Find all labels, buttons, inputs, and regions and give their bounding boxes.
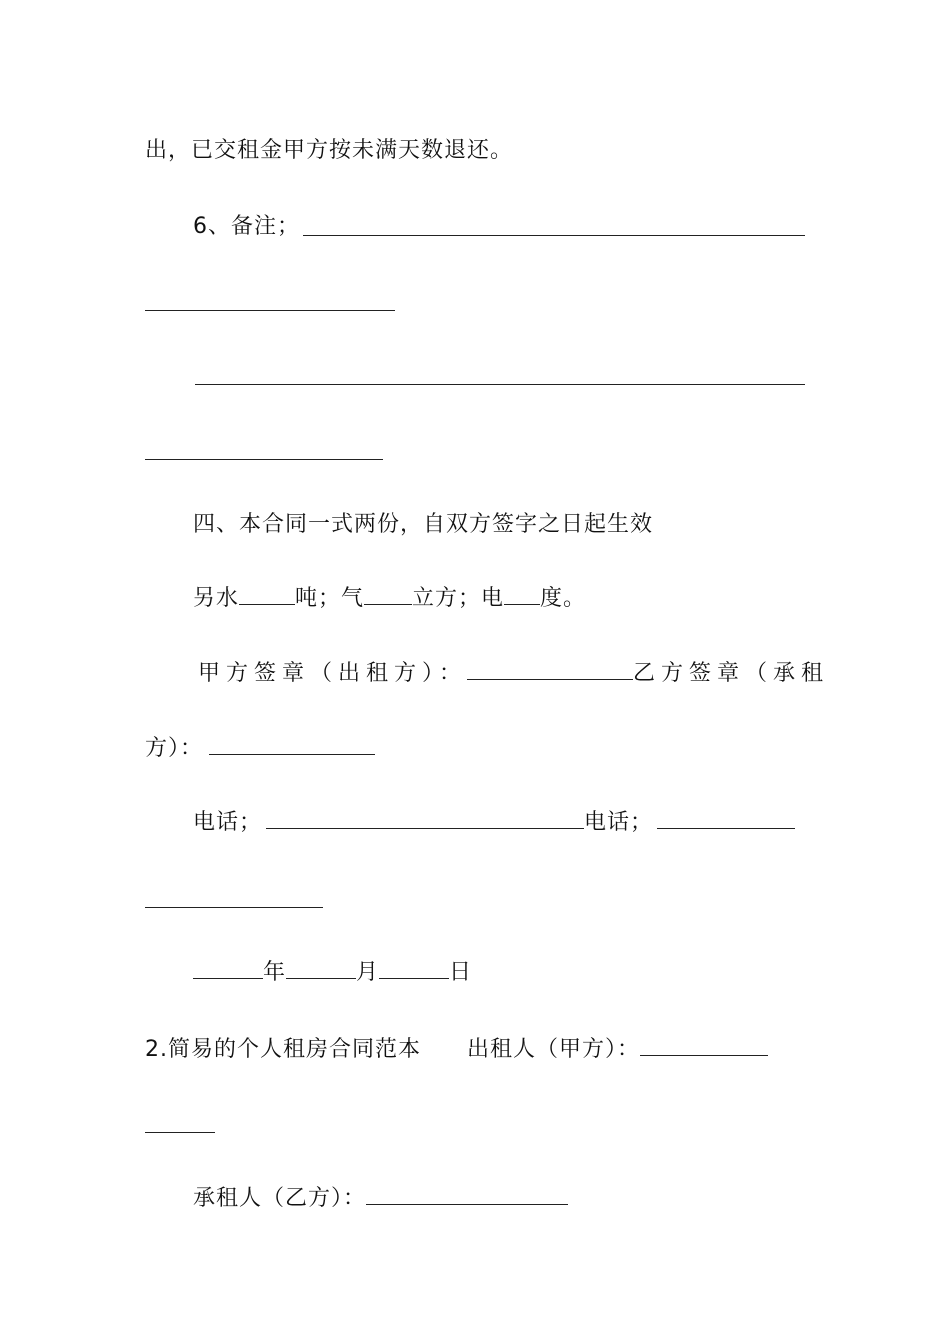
day-label: 日 [449, 960, 473, 985]
gas-blank[interactable] [364, 584, 412, 605]
text-line-date [193, 958, 472, 988]
party-b-signature-label: 乙方签章（承租 [633, 661, 830, 686]
month-label: 月 [356, 960, 380, 985]
year-blank[interactable] [193, 958, 263, 979]
remarks-blank-1[interactable] [303, 235, 805, 236]
lessee-blank[interactable] [366, 1184, 568, 1205]
text-line-section-2 [145, 1035, 768, 1065]
text-line-copies [193, 510, 653, 540]
lessor-blank[interactable] [640, 1035, 768, 1056]
electric-blank[interactable] [504, 584, 540, 605]
text-line-refund [145, 136, 513, 166]
text-line-lessee [193, 1184, 568, 1214]
remarks-blank-4[interactable] [145, 459, 383, 460]
copies-text: 四、本合同一式两份，自双方签字之日起生效 [193, 512, 654, 537]
utilities-water-label: 另水 [193, 586, 240, 611]
text-line-phones [193, 808, 795, 838]
party-b-phone-blank-cont[interactable] [145, 907, 323, 908]
day-blank[interactable] [379, 958, 449, 979]
party-a-signature-label: 甲方签章（出租方）： [198, 661, 468, 686]
utilities-end: 度。 [540, 586, 587, 611]
text-line-party-b-cont [145, 734, 375, 764]
section-2-title: 2.简易的个人租房合同范本 [145, 1037, 421, 1062]
party-a-phone-label: 电话； [193, 810, 263, 835]
remarks-blank-3[interactable] [195, 384, 805, 385]
party-b-phone-blank[interactable] [657, 808, 795, 829]
lessor-label: 出租人（甲方）： [467, 1037, 641, 1062]
remarks-label: 6、备注； [193, 214, 300, 239]
water-blank[interactable] [239, 584, 295, 605]
text-line-remarks [193, 212, 300, 242]
party-a-phone-blank[interactable] [266, 808, 584, 829]
party-b-phone-label: 电话； [584, 810, 654, 835]
text-line-utilities [193, 584, 586, 614]
refund-text: 出，已交租金甲方按未满天数退还。 [145, 138, 514, 163]
text-line-signatures [198, 659, 829, 689]
party-b-signature-blank[interactable] [209, 734, 375, 755]
utilities-electric-label: 立方；电 [412, 586, 505, 611]
party-b-label-cont: 方）： [145, 736, 204, 761]
utilities-gas-label: 吨；气 [295, 586, 365, 611]
lessor-blank-cont[interactable] [145, 1132, 215, 1133]
party-a-signature-blank[interactable] [467, 659, 633, 680]
lessee-label: 承租人（乙方）： [193, 1186, 367, 1211]
remarks-blank-2[interactable] [145, 310, 395, 311]
year-label: 年 [263, 960, 287, 985]
month-blank[interactable] [286, 958, 356, 979]
